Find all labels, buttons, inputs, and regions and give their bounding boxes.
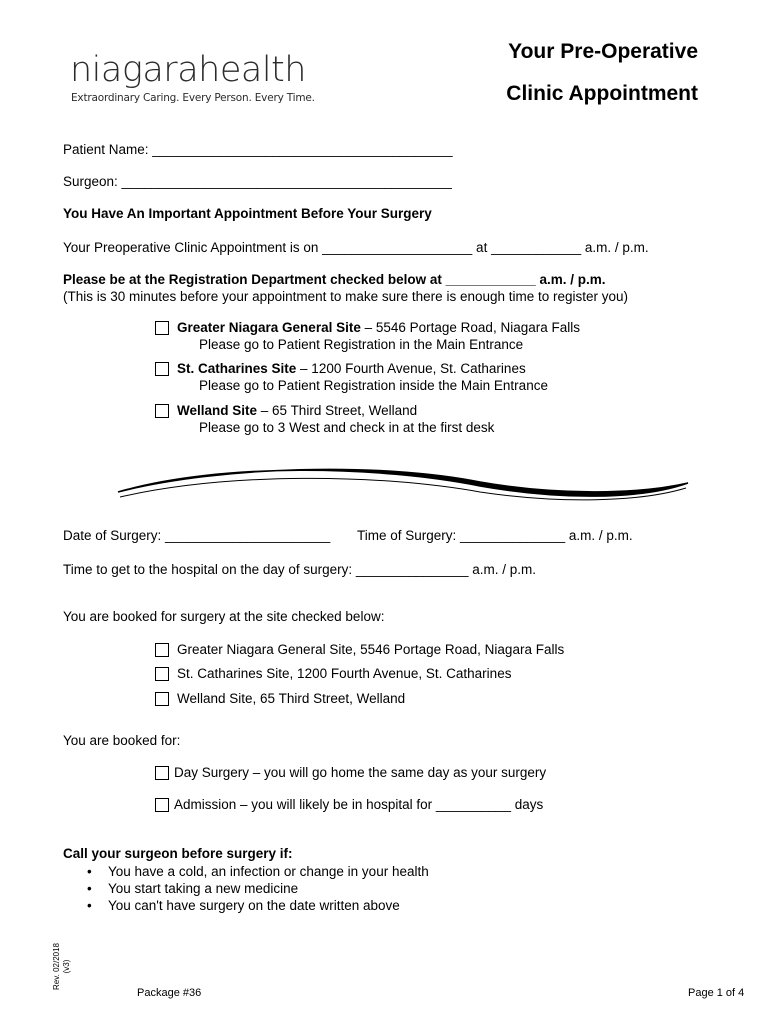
revision-version: (v3) [62, 959, 71, 974]
patient-name-field[interactable]: Patient Name: ________________________________________ [63, 142, 453, 157]
site-address: – 5546 Portage Road, Niagara Falls [360, 320, 580, 335]
logo-name-part1: niagara [70, 50, 199, 90]
list-item: • You have a cold, an infection or change in your health [85, 863, 429, 880]
booked-for-intro: You are booked for: [63, 733, 181, 748]
registration-note: (This is 30 minutes before your appointment to make sure there is enough time to register you) [63, 289, 629, 304]
checkbox[interactable] [155, 798, 169, 812]
site-name: Welland Site [177, 403, 258, 418]
list-item: • You start taking a new medicine [85, 880, 429, 897]
checkbox[interactable] [155, 766, 169, 780]
logo-name-part2: health [198, 50, 306, 90]
call-surgeon-heading: Call your surgeon before surgery if: [63, 846, 293, 861]
page-number: Page 1 of 4 [688, 987, 745, 999]
surgery-site-label: Greater Niagara General Site, 5546 Portage Road, Niagara Falls [177, 642, 565, 657]
site-instructions: Please go to Patient Registration in the Main Entrance [199, 337, 524, 352]
site-address: – 65 Third Street, Welland [257, 403, 418, 418]
site-instructions: Please go to Patient Registration inside the Main Entrance [199, 378, 548, 393]
checkbox[interactable] [155, 643, 169, 657]
checkbox[interactable] [155, 667, 169, 681]
surgery-site-label: St. Catharines Site, 1200 Fourth Avenue, St. Catharines [177, 666, 512, 681]
site-instructions: Please go to 3 West and check in at the first desk [199, 420, 495, 435]
important-heading: You Have An Important Appointment Before Your Surgery [63, 206, 432, 221]
logo-tagline: Extraordinary Caring. Every Person. Every Time. [71, 92, 315, 104]
appointment-line[interactable]: Your Preoperative Clinic Appointment is on ____________________ at ____________ a.m. / p.m. [63, 240, 649, 255]
site-address: – 1200 Fourth Avenue, St. Catharines [296, 361, 526, 376]
site-name: Greater Niagara General Site [177, 320, 361, 335]
page-title-line1: Your Pre-Operative [508, 40, 698, 63]
date-of-surgery-field[interactable]: Date of Surgery: ______________________ [63, 528, 331, 543]
page-title-line2: Clinic Appointment [506, 82, 698, 105]
list-item: • You can't have surgery on the date written above [85, 897, 429, 914]
surgery-site-intro: You are booked for surgery at the site checked below: [63, 609, 385, 624]
package-number: Package #36 [137, 987, 202, 999]
revision-note [52, 943, 72, 990]
surgery-site-label: Welland Site, 65 Third Street, Welland [177, 691, 406, 706]
surgeon-field[interactable]: Surgeon: ____________________________________________ [63, 174, 452, 189]
admission-label: Admission – you will likely be in hospital for __________ days [174, 797, 544, 812]
time-of-surgery-field[interactable]: Time of Surgery: ______________ a.m. / p.m. [357, 528, 633, 543]
day-surgery-label: Day Surgery – you will go home the same day as your surgery [174, 765, 547, 780]
arrival-time-field[interactable]: Time to get to the hospital on the day of surgery: _______________ a.m. / p.m. [63, 562, 537, 577]
call-surgeon-list [85, 863, 429, 914]
checkbox[interactable] [155, 692, 169, 706]
revision-date: Rev. 02/2018 [52, 943, 61, 990]
registration-line[interactable]: Please be at the Registration Department checked below at ____________ a.m. / p.m. [63, 272, 606, 287]
site-name: St. Catharines Site [177, 361, 297, 376]
